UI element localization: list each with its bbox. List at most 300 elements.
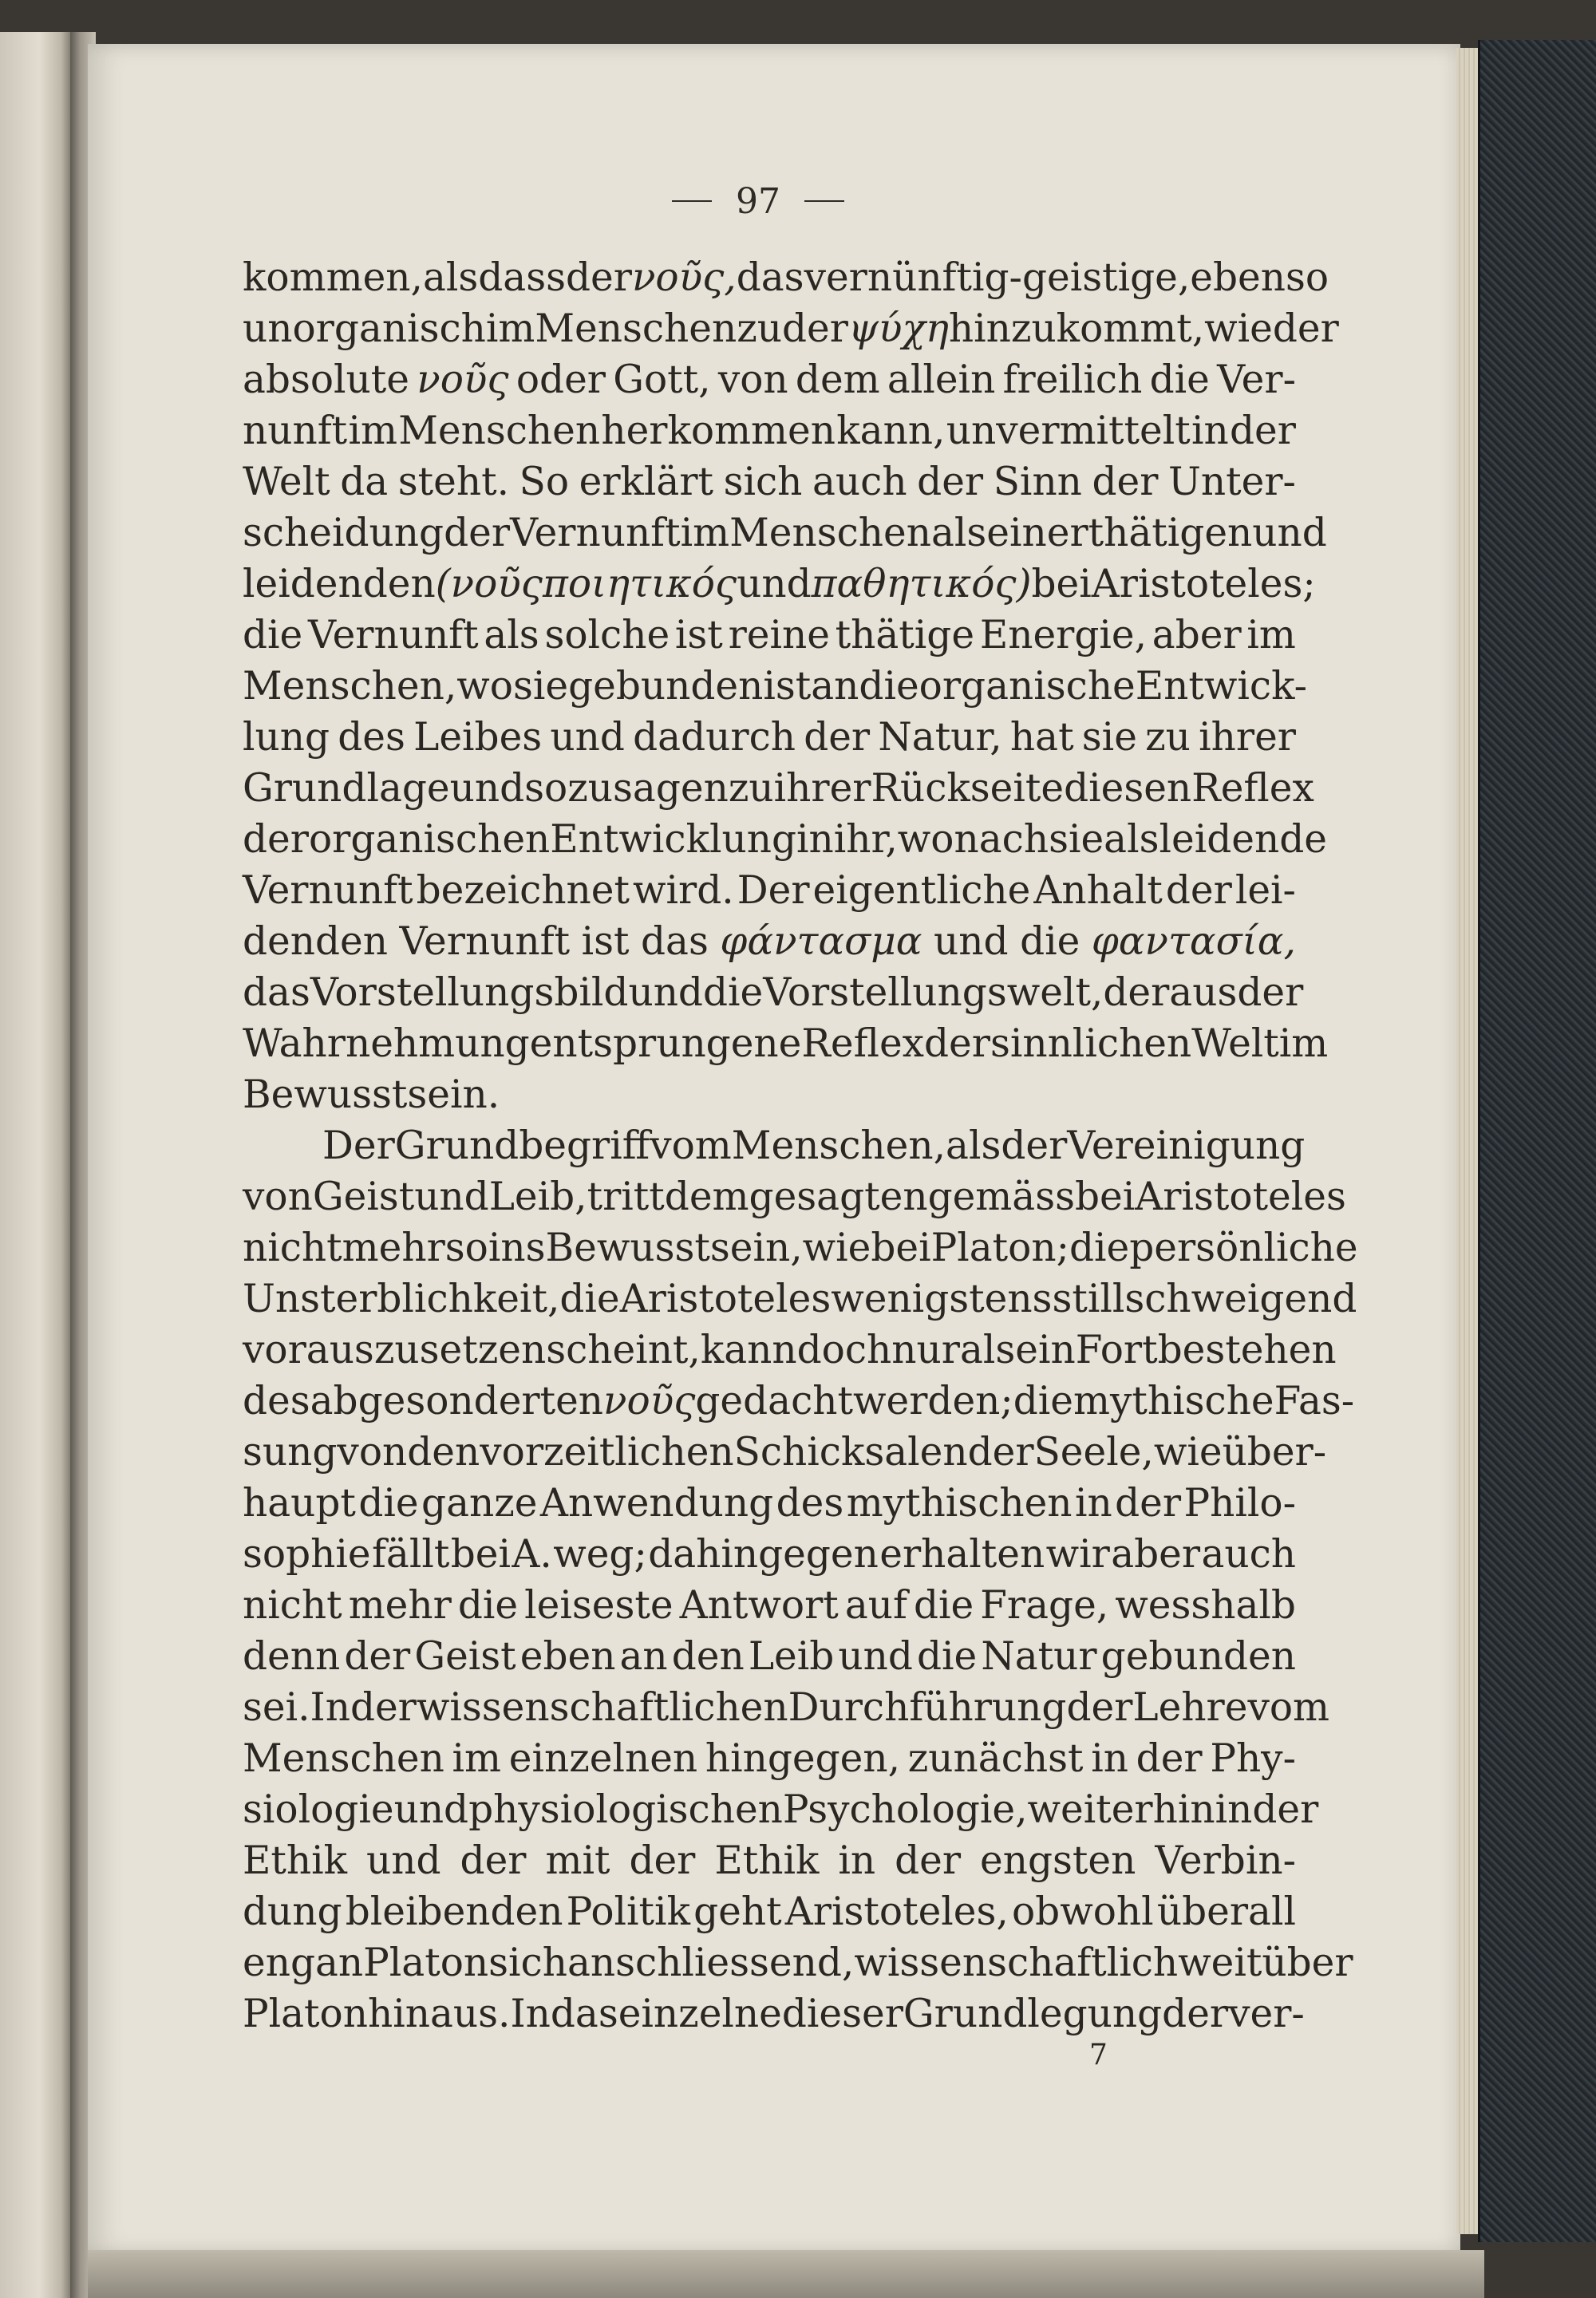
- word: Grundlegung: [903, 1992, 1163, 2036]
- text-line: [243, 559, 1316, 610]
- word: Vorstellungsbild: [310, 970, 629, 1015]
- word: wonach: [897, 817, 1049, 862]
- word: bezeichnet: [416, 868, 630, 913]
- word: der: [1001, 1123, 1068, 1168]
- word: aber: [1111, 1532, 1201, 1577]
- word: Geist: [414, 1634, 516, 1679]
- word: der: [804, 715, 871, 760]
- bottom-edge: [88, 2250, 1484, 2298]
- word: vorzeitlichen: [480, 1430, 734, 1475]
- text-line: [243, 507, 1327, 559]
- text-line: [243, 1018, 1329, 1069]
- word: der: [1103, 970, 1170, 1015]
- word: eigentliche: [812, 868, 1031, 913]
- word: Unsterblichkeit,: [243, 1277, 560, 1321]
- text-line: [243, 814, 1327, 865]
- word: die: [457, 1583, 519, 1628]
- word: Menschen: [535, 306, 737, 351]
- word: Psychologie,: [782, 1787, 1028, 1832]
- word: auch: [812, 460, 907, 504]
- word: von: [717, 357, 788, 402]
- word: ihrer: [1199, 715, 1296, 760]
- body-text: [243, 252, 1358, 2039]
- word: der: [895, 1838, 962, 1883]
- word: gedacht: [695, 1379, 853, 1423]
- word: engsten: [980, 1838, 1136, 1883]
- word: weiterhin: [1027, 1787, 1215, 1832]
- word: auch: [1201, 1532, 1296, 1577]
- word: ψύχη: [847, 306, 949, 351]
- word: Vereinigung: [1067, 1123, 1306, 1168]
- word: der: [782, 306, 848, 351]
- word: in: [1191, 409, 1229, 453]
- word: ver-: [1228, 1992, 1305, 2036]
- word: die: [1013, 1379, 1073, 1423]
- word: sinnlichen: [990, 1021, 1192, 1066]
- word: (νοῦς: [435, 562, 543, 606]
- word: und: [737, 562, 812, 606]
- word: In: [310, 1685, 350, 1730]
- word: und: [550, 715, 625, 760]
- word: Frage,: [980, 1583, 1109, 1628]
- word: vernünftig-geistige,: [804, 255, 1191, 300]
- word: im: [680, 511, 730, 555]
- word: Platon: [243, 1992, 368, 2036]
- word: im: [1246, 613, 1296, 657]
- word: anschliessend,: [567, 1941, 855, 1985]
- word: bei: [871, 1226, 931, 1270]
- word: Natur: [981, 1634, 1097, 1679]
- text-line: [243, 1273, 1357, 1325]
- word: kann,: [836, 409, 946, 453]
- word: lei-: [1235, 868, 1296, 913]
- word: ganze: [421, 1481, 538, 1526]
- word: der: [1237, 970, 1304, 1015]
- word: so: [524, 766, 568, 811]
- word: des: [338, 715, 405, 760]
- text-line: [243, 1580, 1296, 1631]
- word: Philo-: [1183, 1481, 1296, 1526]
- word: Aristoteles: [1135, 1175, 1346, 1219]
- word: Wahrnehmung: [243, 1021, 530, 1066]
- word: Vernunft: [399, 919, 571, 964]
- word: ihr,: [833, 817, 898, 862]
- word: dass: [478, 255, 567, 300]
- word: und: [449, 766, 525, 811]
- word: über-: [1222, 1430, 1327, 1475]
- word: sich: [488, 1941, 567, 1985]
- word: wissenschaftlich: [854, 1941, 1179, 1985]
- word: hinzukommt,: [948, 306, 1205, 351]
- word: ποιητικός: [542, 562, 737, 606]
- word: das: [243, 970, 310, 1015]
- word: der: [1066, 1685, 1133, 1730]
- word: der: [460, 1838, 527, 1883]
- text-line: [243, 1988, 1305, 2039]
- book-cover: [1480, 40, 1596, 2242]
- word: an: [315, 1941, 364, 1985]
- word: bei: [450, 1532, 511, 1577]
- word: dung: [243, 1889, 342, 1934]
- header-dash-right: [804, 200, 844, 202]
- text-line: [243, 1427, 1327, 1478]
- word: kommen,: [243, 255, 423, 300]
- word: den: [407, 1430, 480, 1475]
- word: als: [959, 1328, 1016, 1372]
- word: der: [566, 255, 632, 300]
- word: die: [1020, 919, 1080, 964]
- word: als: [930, 511, 987, 555]
- word: unvermittelt: [946, 409, 1191, 453]
- word: des: [243, 1379, 310, 1423]
- word: auf: [844, 1583, 907, 1628]
- text-line: [243, 763, 1314, 814]
- word: die: [358, 1481, 419, 1526]
- word: ist: [581, 919, 630, 964]
- text-line: [243, 1222, 1358, 1273]
- word: thätigen: [1088, 511, 1253, 555]
- word: der: [243, 817, 309, 862]
- word: sich: [723, 460, 803, 504]
- word: als: [946, 1123, 1001, 1168]
- word: und: [393, 1787, 469, 1832]
- word: Menschen,: [243, 664, 457, 709]
- header-dash-left: [672, 200, 712, 202]
- word: der: [1136, 1736, 1203, 1781]
- word: sung: [243, 1430, 338, 1475]
- word: denn: [243, 1634, 341, 1679]
- word: aber: [1152, 613, 1242, 657]
- word: ist: [763, 664, 812, 709]
- word: siologie: [243, 1787, 394, 1832]
- word: Menschen: [729, 511, 931, 555]
- word: Ethik: [243, 1838, 348, 1883]
- word: steht.: [397, 460, 509, 504]
- word: νοῦς: [417, 357, 509, 402]
- word: an: [619, 1634, 668, 1679]
- word: als: [1104, 817, 1159, 862]
- word: wie: [1153, 1430, 1223, 1475]
- page-number: 97: [736, 180, 780, 222]
- word: νοῦς,: [631, 255, 737, 300]
- word: abgesonderten: [310, 1379, 604, 1423]
- word: unorganisch: [243, 306, 486, 351]
- word: Sinn: [993, 460, 1082, 504]
- word: der: [1165, 868, 1232, 913]
- word: vorauszusetzen: [243, 1328, 547, 1372]
- word: Der: [737, 868, 810, 913]
- word: Politik: [566, 1889, 690, 1934]
- word: Menschen: [398, 409, 601, 453]
- word: als: [422, 255, 479, 300]
- word: Vernunft: [243, 868, 413, 913]
- word: die: [243, 613, 303, 657]
- word: Leib,: [488, 1175, 587, 1219]
- paragraph: [243, 252, 1339, 1120]
- word: Bewusstsein.: [243, 1072, 500, 1117]
- word: der: [924, 1021, 990, 1066]
- word: φάντασμα: [720, 919, 922, 964]
- word: und: [628, 970, 703, 1015]
- word: nunft: [243, 409, 348, 453]
- word: des: [776, 1481, 844, 1526]
- word: absolute: [243, 357, 409, 402]
- word: Welt: [1191, 1021, 1279, 1066]
- word: bleibenden: [345, 1889, 563, 1934]
- word: nicht: [243, 1583, 342, 1628]
- word: dem: [795, 357, 880, 402]
- word: sie: [1081, 715, 1137, 760]
- word: zu: [737, 306, 782, 351]
- word: die: [916, 1634, 978, 1679]
- word: So: [519, 460, 570, 504]
- word: an: [811, 664, 859, 709]
- word: der: [1272, 306, 1339, 351]
- text-line: [243, 1733, 1296, 1784]
- word: ist: [674, 613, 723, 657]
- text-line: [243, 1886, 1296, 1937]
- word: organische: [918, 664, 1136, 709]
- text-line: [243, 405, 1296, 456]
- word: Fortbestehen: [1075, 1328, 1337, 1372]
- word: Gott,: [613, 357, 711, 402]
- word: die: [1069, 1226, 1130, 1270]
- word: wie: [802, 1226, 871, 1270]
- text-line: [243, 1478, 1296, 1529]
- word: ihrer: [773, 766, 871, 811]
- word: diesen: [1064, 766, 1192, 811]
- word: zu: [567, 766, 614, 811]
- word: aus: [1169, 970, 1238, 1015]
- word: wie: [1204, 306, 1273, 351]
- text-line: [243, 1784, 1319, 1835]
- word: A.: [512, 1532, 552, 1577]
- word: mythische: [1073, 1379, 1274, 1423]
- word: denden: [243, 919, 388, 964]
- word: der: [1092, 460, 1159, 504]
- text-line: [243, 303, 1339, 354]
- word: mehr: [348, 1583, 452, 1628]
- word: der: [1230, 409, 1296, 453]
- word: der: [917, 460, 984, 504]
- word: der: [444, 511, 511, 555]
- word: Unter-: [1168, 460, 1296, 504]
- word: da: [340, 460, 389, 504]
- word: sophie: [243, 1532, 371, 1577]
- word: sie: [512, 664, 569, 709]
- word: sie: [1049, 817, 1104, 862]
- word: als: [484, 613, 539, 657]
- word: einer: [986, 511, 1088, 555]
- word: und: [838, 1634, 913, 1679]
- text-line: [243, 916, 1296, 967]
- word: leidende: [1159, 817, 1327, 862]
- word: Lehre: [1132, 1685, 1248, 1730]
- word: von: [243, 1175, 313, 1219]
- text-line: [243, 1682, 1330, 1733]
- word: überall: [1156, 1889, 1296, 1934]
- word: physiologischen: [468, 1787, 783, 1832]
- word: leidenden: [243, 562, 436, 606]
- word: allein: [887, 357, 996, 402]
- word: Vernunft: [510, 511, 681, 555]
- word: freilich: [1002, 357, 1143, 402]
- word: das: [550, 1992, 618, 2036]
- word: dem: [664, 1175, 749, 1219]
- word: mit: [545, 1838, 610, 1883]
- word: scheint,: [546, 1328, 701, 1372]
- word: einzelne: [618, 1992, 782, 2036]
- word: Reflex: [1191, 766, 1314, 811]
- word: über: [1262, 1941, 1353, 1985]
- word: solche: [544, 613, 670, 657]
- word: vom: [1247, 1685, 1330, 1730]
- word: so: [444, 1226, 488, 1270]
- word: im: [348, 409, 397, 453]
- text-line: [243, 1171, 1346, 1222]
- word: hinaus.: [368, 1992, 511, 2036]
- word: Platon;: [930, 1226, 1069, 1270]
- paragraph: [243, 1120, 1358, 2039]
- word: wo: [456, 664, 513, 709]
- word: zunächst: [907, 1736, 1084, 1781]
- word: mehr: [342, 1226, 445, 1270]
- word: doch: [796, 1328, 892, 1372]
- word: sei.: [243, 1685, 310, 1730]
- word: im: [1278, 1021, 1329, 1066]
- word: Bewusstsein,: [545, 1226, 803, 1270]
- word: im: [485, 306, 535, 351]
- signature-mark: 7: [1089, 2039, 1108, 2071]
- word: weit: [1178, 1941, 1262, 1985]
- word: Vorstellungswelt,: [763, 970, 1104, 1015]
- word: Leib: [748, 1634, 835, 1679]
- text-line: [243, 1937, 1353, 1988]
- word: Leibes: [413, 715, 543, 760]
- word: gemäss: [927, 1175, 1075, 1219]
- word: lung: [243, 715, 330, 760]
- word: wir: [1045, 1532, 1110, 1577]
- word: Entwick-: [1135, 664, 1308, 709]
- word: gesagten: [749, 1175, 928, 1219]
- word: erklärt: [579, 460, 714, 504]
- word: Phy-: [1210, 1736, 1296, 1781]
- word: das: [736, 255, 804, 300]
- word: bei: [1075, 1175, 1136, 1219]
- word: der: [1252, 1787, 1319, 1832]
- word: παθητικός): [811, 562, 1032, 606]
- word: kann: [700, 1328, 797, 1372]
- word: in: [796, 817, 834, 862]
- word: das: [641, 919, 709, 964]
- word: der: [344, 1634, 411, 1679]
- word: der: [1115, 1481, 1182, 1526]
- word: oder: [516, 357, 606, 402]
- word: obwohl: [1011, 1889, 1154, 1934]
- word: wird.: [633, 868, 734, 913]
- word: Antwort: [679, 1583, 839, 1628]
- word: im: [452, 1736, 502, 1781]
- word: Schicksalen: [733, 1430, 968, 1475]
- text-line: [243, 456, 1296, 507]
- word: in: [1215, 1787, 1253, 1832]
- word: leiseste: [524, 1583, 674, 1628]
- word: Grundbegriff: [394, 1123, 650, 1168]
- word: die: [913, 1583, 974, 1628]
- text-line: [243, 661, 1308, 712]
- word: reine: [728, 613, 830, 657]
- text-line: [243, 610, 1296, 661]
- word: haupt: [243, 1481, 356, 1526]
- word: zu: [1145, 715, 1191, 760]
- word: Platon: [363, 1941, 489, 1985]
- text-line: [243, 1325, 1337, 1376]
- word: Menschen,: [731, 1123, 946, 1168]
- word: organischen: [308, 817, 551, 862]
- text-line: [243, 1835, 1296, 1886]
- word: nur: [891, 1328, 960, 1372]
- word: sagen: [613, 766, 729, 811]
- word: Aristoteles;: [1091, 562, 1316, 606]
- word: in: [1091, 1736, 1128, 1781]
- word: Ver-: [1217, 357, 1296, 402]
- word: Verbin-: [1155, 1838, 1296, 1883]
- word: entsprungene: [529, 1021, 802, 1066]
- word: Reflex: [801, 1021, 924, 1066]
- word: Aristoteles: [619, 1277, 832, 1321]
- word: geht: [693, 1889, 782, 1934]
- word: fällt: [371, 1532, 450, 1577]
- word: ins: [488, 1226, 546, 1270]
- word: ein: [1015, 1328, 1076, 1372]
- word: eng: [243, 1941, 315, 1985]
- word: eben: [519, 1634, 616, 1679]
- text-line: [243, 1376, 1355, 1427]
- word: Natur,: [878, 715, 1002, 760]
- word: mythischen: [846, 1481, 1073, 1526]
- word: Anwendung: [539, 1481, 774, 1526]
- word: Grundlage: [243, 766, 450, 811]
- word: scheidung: [243, 511, 444, 555]
- word: Geist: [312, 1175, 415, 1219]
- word: erhalten: [879, 1532, 1045, 1577]
- word: und: [414, 1175, 489, 1219]
- word: Der: [322, 1123, 395, 1168]
- word: Vernunft: [308, 613, 479, 657]
- word: die: [859, 664, 919, 709]
- text-line: [243, 865, 1296, 916]
- text-line: [243, 1120, 1306, 1171]
- word: stillschweigend: [1052, 1277, 1357, 1321]
- word: in: [838, 1838, 876, 1883]
- word: Seele,: [1033, 1430, 1154, 1475]
- word: ebenso: [1190, 255, 1329, 300]
- word: gebunden: [568, 664, 764, 709]
- word: vom: [650, 1123, 732, 1168]
- word: dahingegen: [648, 1532, 879, 1577]
- word: in: [1074, 1481, 1112, 1526]
- word: thätige: [835, 613, 975, 657]
- left-page-edge: [0, 32, 72, 2298]
- text-line: [243, 252, 1329, 303]
- text-line: [243, 712, 1296, 763]
- word: der: [1162, 1992, 1229, 2036]
- word: wesshalb: [1115, 1583, 1296, 1628]
- word: und: [934, 919, 1009, 964]
- word: herkommen: [601, 409, 836, 453]
- word: νοῦς: [603, 1379, 696, 1423]
- word: der: [350, 1685, 417, 1730]
